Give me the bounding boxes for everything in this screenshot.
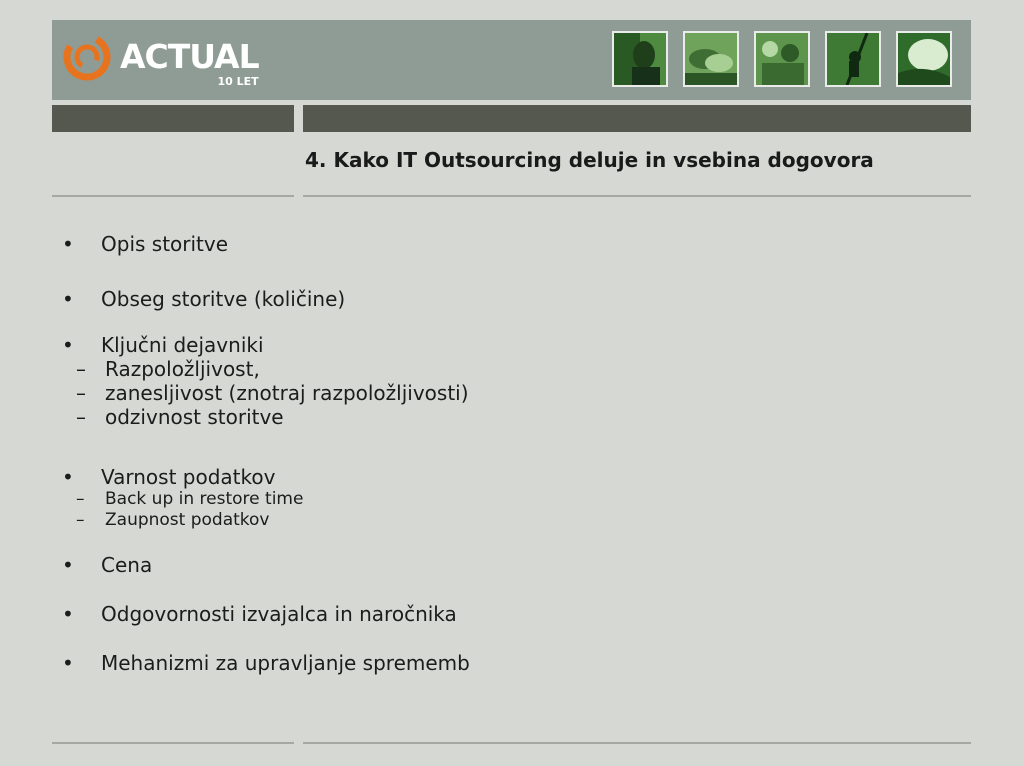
list-item-label: Cena <box>101 553 153 577</box>
sub-item <box>60 489 960 510</box>
bullet-icon: • <box>62 465 74 489</box>
sub-item-label: odzivnost storitve <box>105 405 284 429</box>
bullet-icon: • <box>62 651 74 675</box>
sub-item-label: Razpoložljivost, <box>105 357 260 381</box>
list-item <box>60 232 960 256</box>
list-item <box>60 287 960 311</box>
list-item <box>60 465 960 489</box>
sub-item <box>60 357 960 381</box>
sub-item-label: zanesljivost (znotraj razpoložljivosti) <box>105 381 469 405</box>
photo-ball <box>896 31 952 87</box>
sub-item-label: Zaupnost podatkov <box>105 510 270 530</box>
dash-icon: – <box>76 510 85 530</box>
slide-title: 4. Kako IT Outsourcing deluje in vsebina dogovora <box>305 148 874 172</box>
photo-strip <box>612 31 952 87</box>
list-item <box>60 553 960 577</box>
dash-icon: – <box>76 357 86 381</box>
swirl-logo-icon <box>62 32 112 82</box>
header-bar-left <box>52 105 294 132</box>
list-item <box>60 602 960 626</box>
bullet-icon: • <box>62 602 74 626</box>
footer-divider-right <box>303 742 971 744</box>
photo-person-thinking <box>612 31 668 87</box>
bullet-icon: • <box>62 232 74 256</box>
header-band <box>52 20 971 100</box>
photo-climber <box>825 31 881 87</box>
dash-icon: – <box>76 405 86 429</box>
actual-logo <box>62 32 259 88</box>
photo-team <box>754 31 810 87</box>
sub-item-label: Back up in restore time <box>105 489 304 509</box>
title-divider-left <box>52 195 294 197</box>
list-item-label: Varnost podatkov <box>101 465 276 489</box>
bullet-icon: • <box>62 333 74 357</box>
list-item <box>60 333 960 357</box>
dash-icon: – <box>76 381 86 405</box>
list-item-label: Ključni dejavniki <box>101 333 264 357</box>
bullet-icon: • <box>62 553 74 577</box>
logo-wordmark: ACTUAL <box>120 37 259 76</box>
footer-divider-left <box>52 742 294 744</box>
list-item-label: Obseg storitve (količine) <box>101 287 346 311</box>
list-item-label: Opis storitve <box>101 232 229 256</box>
sub-item <box>60 381 960 405</box>
bullet-icon: • <box>62 287 74 311</box>
slide-content <box>60 230 960 675</box>
header-bar-right <box>303 105 971 132</box>
title-divider-right <box>303 195 971 197</box>
list-item-label: Mehanizmi za upravljanje sprememb <box>101 651 470 675</box>
list-item <box>60 651 960 675</box>
logo-subtitle: 10 LET <box>217 75 259 88</box>
list-item-label: Odgovornosti izvajalca in naročnika <box>101 602 457 626</box>
sub-item <box>60 405 960 429</box>
photo-hands <box>683 31 739 87</box>
dash-icon: – <box>76 489 85 509</box>
sub-item <box>60 510 960 531</box>
